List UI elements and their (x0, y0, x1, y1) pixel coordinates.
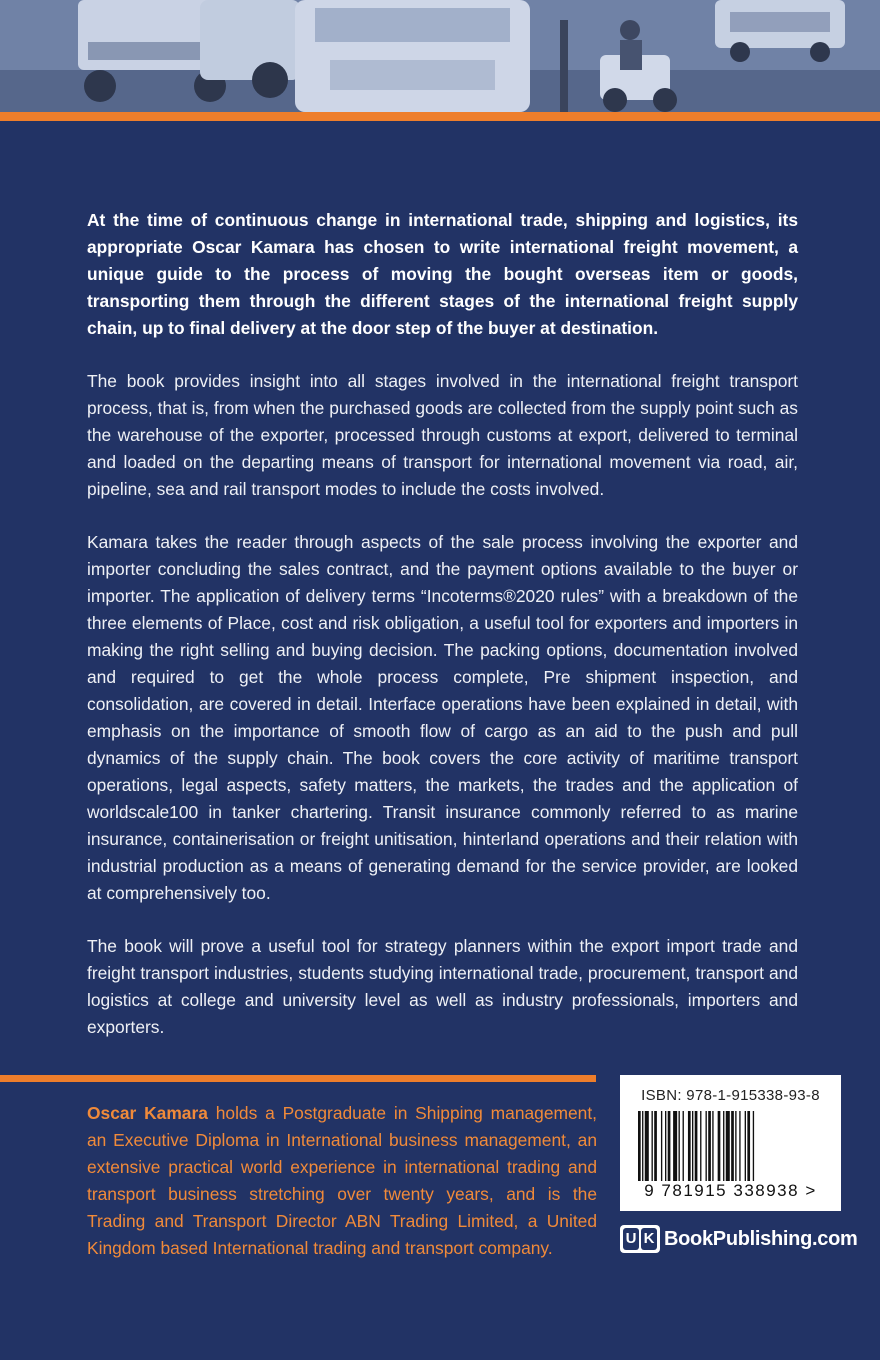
uk-logo-letter-k: K (641, 1228, 657, 1250)
publisher-logo (620, 1224, 858, 1254)
author-bio (87, 1100, 597, 1262)
blurb-lead-paragraph: At the time of continuous change in international trade, shipping and logistics, its appropriate Oscar Kamara has chosen to write international freight movement, a unique guide to the process of moving the bought overseas item or goods, transporting them through the different stages of the international freight supply chain, up to final delivery at the door step of the buyer at destination. (87, 210, 798, 338)
blurb-paragraph-3: Kamara takes the reader through aspects of the sale process involving the exporter and importer concluding the sales contract, and the payment options available to the buyer or importer. The application of delivery terms “Incoterms®2020 rules” with a breakdown of the three elements of Place, cost and risk obligation, a useful tool for exporters and importers in making the right selling and buying decision. The packing options, documentation involved and required to get the whole process complete, Pre shipment inspection, and consolidation, are covered in detail. Interface operations have been explained in detail, with emphasis on the importance of smooth flow of cargo as an aid to the push and pull dynamics of the supply chain. The book covers the core activity of maritime transport operations, legal aspects, safety matters, the markets, the trades and the application of worldscale100 in tanker chartering. Transit insurance commonly referred to as marine insurance, containerisation or freight unitisation, hinterland operations and their relation with industrial production as a means of generating demand for the service provider, are looked at comprehensively too. (87, 532, 798, 903)
isbn-label: ISBN: 978-1-915338-93-8 (641, 1087, 820, 1104)
trucks-forklift-photo (0, 0, 880, 112)
top-orange-rule (0, 112, 880, 121)
blurb-paragraph-4: The book will prove a useful tool for strategy planners within the export import trade and freight transport industries, students studying international trade, procurement, transport and logistics at college and university level as well as industry professionals, importers and exporters. (87, 936, 798, 1037)
isbn-digits: 9 781915 338938 > (644, 1181, 817, 1200)
author-name: Oscar Kamara (87, 1103, 208, 1123)
barcode-icon (638, 1111, 823, 1181)
publisher-name: BookPublishing.com (664, 1227, 858, 1250)
author-bio-text: holds a Postgraduate in Shipping management, an Executive Diploma in International business management, an extensive practical world experience in international trading and transport business stretching over twenty years, and is the Trading and Transport Director ABN Trading Limited, a United Kingdom based International trading and transport company. (87, 1103, 597, 1258)
blurb-paragraph-2: The book provides insight into all stages involved in the international freight transport process, that is, from when the purchased goods are collected from the supply point such as the warehouse of the exporter, processed through customs at export, delivered to terminal and loaded on the departing means of transport for international movement via road, air, pipeline, sea and rail transport modes to include the costs involved. (87, 371, 798, 499)
cover-photo-banner (0, 0, 880, 112)
bottom-orange-rule (0, 1075, 596, 1082)
blurb (87, 207, 798, 1067)
isbn-barcode-box (620, 1075, 841, 1211)
uk-logo-letter-u: U (623, 1228, 639, 1250)
uk-logo-icon (620, 1225, 660, 1253)
